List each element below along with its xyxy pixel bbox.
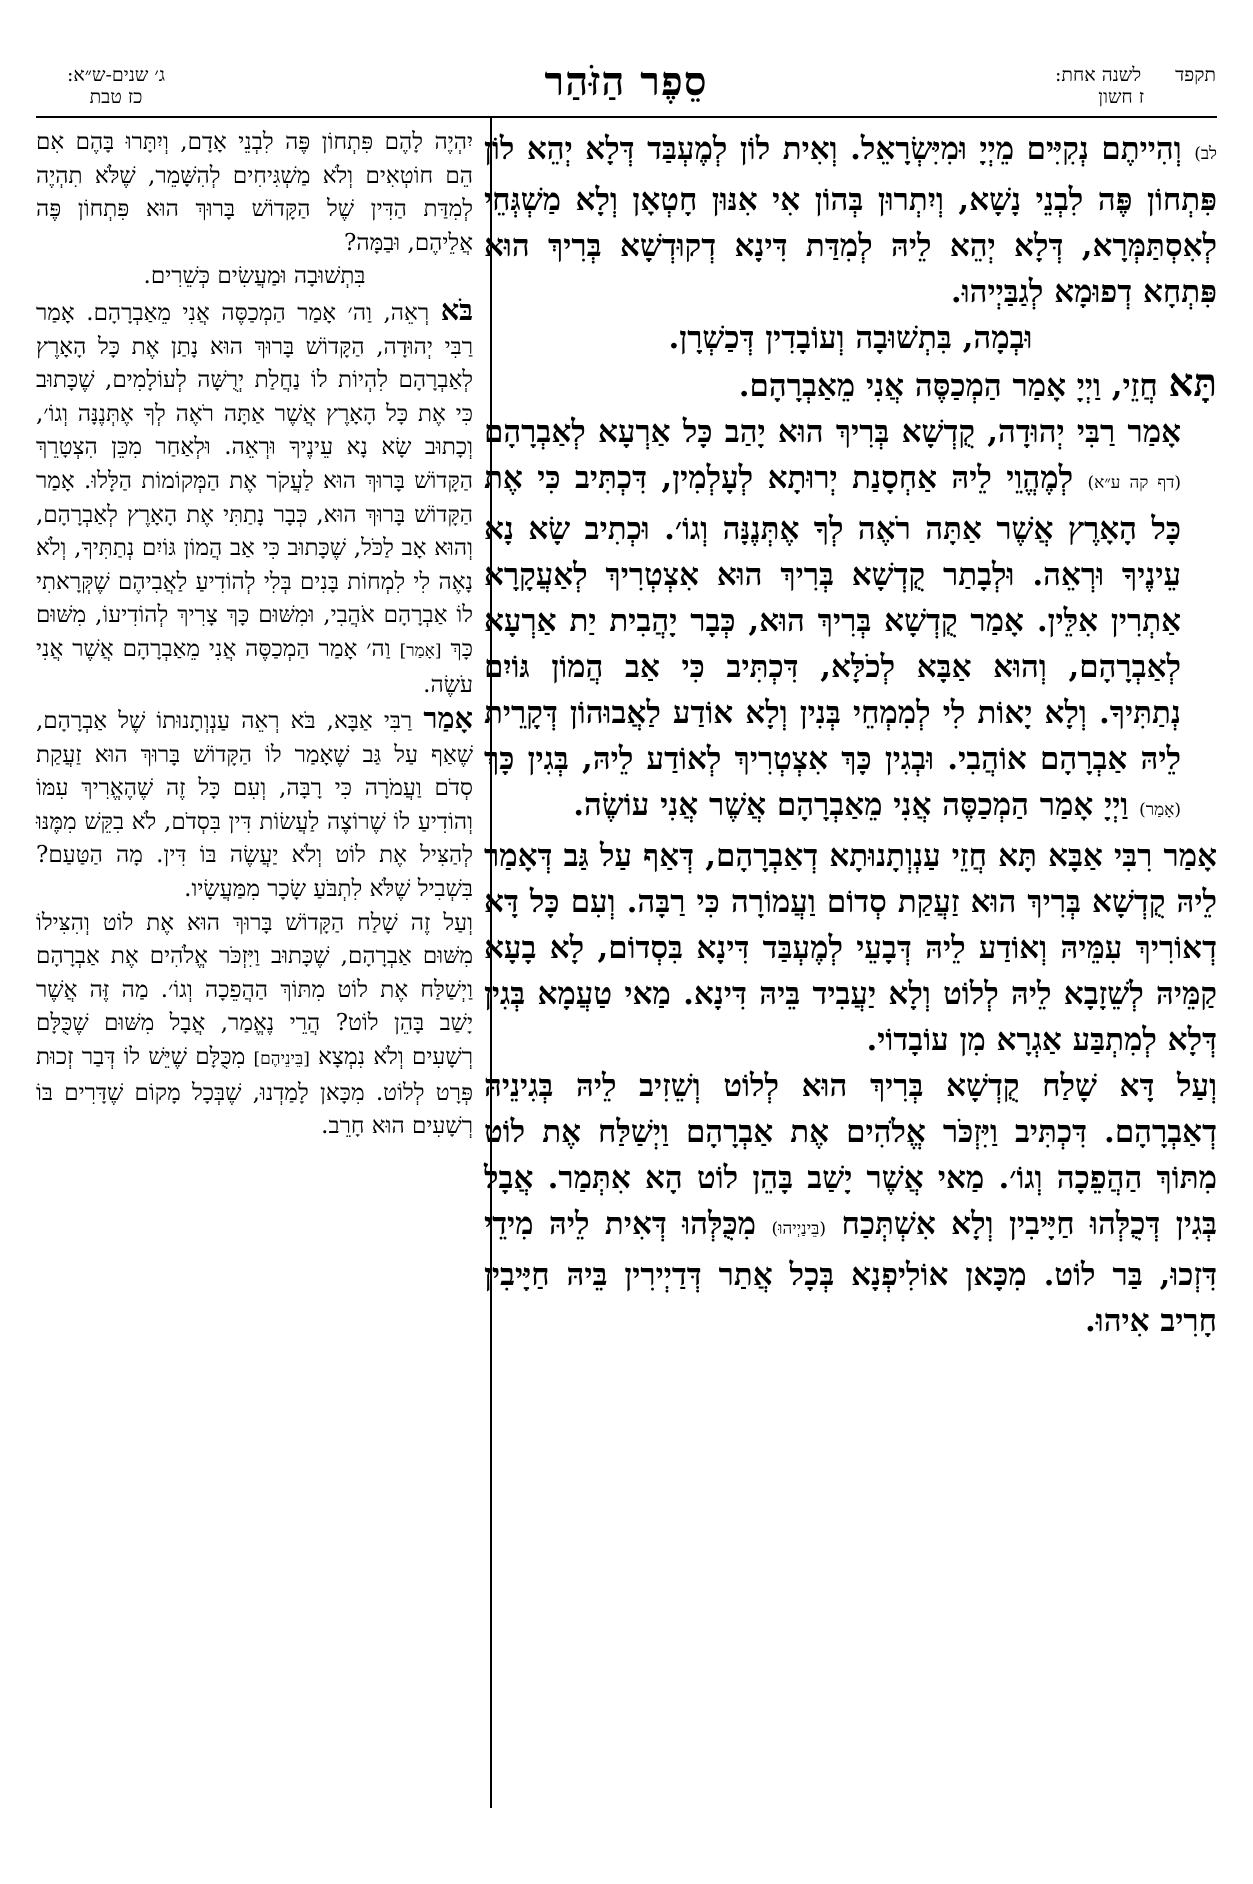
paragraph-6 [484,1063,1217,1344]
side-column-hebrew [36,126,473,1846]
paragraph-5: אָמַר רִבִּי אַבָּא תָּא חֲזֵי עַנְוְתָנוּתָא דְאַבְרָהָם, דְּאַף עַל גַּב דְּאָמַר לֵיהּ קֻדְשָׁא בְּרִיךְ הוּא זַעֲקַת סְדוֹם וַעֲמוֹרָה כִּי רַבָּה. וְעִם כָּל דָּא דְאוֹרִיךְ עִמֵּיהּ וְאוֹדַע לֵיהּ דְּבָעֵי לְמֶעְבַּד דִּינָא בִּסְדוֹם, לָא בָעָא קַמֵּיהּ לְשֵׁזָבָא לֵיהּ לְלוֹט וְלָא יַעֲבִיד בֵּיהּ דִּינָא. מַאי טַעֲמָא בְּגִין דְּלָא לְמִתְבַּע אַגְרָא מִן עוֹבָדוֹי. [484,838,1217,1058]
main-column-aramaic [484,126,1217,1846]
side-variant-reference: [אָמַר] [399,640,442,661]
page-title: סֵפֶר הַזֹּהַר [544,58,708,105]
variant-reference-2: (בֵּינַיְיהוּ) [771,1219,826,1239]
header-right-block [1055,64,1216,108]
paragraph-6-text-b: מִכֻּלְּהוּ דְּאִית לֵיהּ מִידֵי דִּזְכוּ, בַּר לוֹט. מִכָּאן אוֹלִיפְנָא בְּכָל אֲתַר דְּדַיְירִין בֵּיהּ חַיָּיבִין חָרִיב אִיהוּ. [484,1206,1217,1339]
paragraph-3-text: חֲזֵי, וַיְיָ אָמַר הַמְכַסֶּה אֲנִי מֵאַבְרָהָם. [738,368,1158,404]
side-paragraph-3 [36,294,473,702]
header-year: לשנה אחת: [1055,64,1142,86]
side-paragraph-5 [36,907,473,1144]
header-rule [36,116,1217,118]
header-cycle: ג׳ שנים-ש״א: [66,64,166,86]
side-paragraph-4-text: רַבִּי אַבָּא, בֹּא רְאֵה עַנְוְתָנוּתוֹ שֶׁל אַבְרָהָם, שֶׁאַף עַל גַּב שֶׁאָמַר לוֹ הַקָּדוֹשׁ בָּרוּךְ הוּא זַעֲקַת סְדֹם וַעֲמֹרָה כִּי רָבָּה, וְעִם כָּל זֶה שֶׁהֶאֱרִיךְ עִמּוֹ וְהוֹדִיעַ לוֹ שֶׁרוֹצֶה לַעֲשׂוֹת דִּין בִּסְדֹם, לֹא בִקֵּשׁ מִמֶּנּוּ לְהַצִּיל אֶת לוֹט וְלֹא יַעֲשֶׂה בּוֹ דִּין. מָה הַטַּעַם? בִּשְׁבִיל שֶׁלֹּא לִתְבֹּעַ שָׂכָר מִמַּעֲשָׂיו. [36,708,473,903]
side-lead-word-2: אָמַר [423,701,473,736]
header-date-right: ז חשון [1098,86,1144,108]
side-paragraph-3-text: רְאֵה, וַה׳ אָמַר הַמְכַסֶּה אֲנִי מֵאַבְרָהָם. אָמַר רַבִּי יְהוּדָה, הַקָּדוֹשׁ בָּרוּךְ הוּא נָתַן אֶת כָּל הָאָרֶץ לְאַבְרָהָם לִהְיוֹת לוֹ נַחֲלַת יְרֻשָּׁה לְעוֹלָמִים, שֶׁכָּתוּב כִּי אֶת כָּל הָאָרֶץ אֲשֶׁר אַתָּה רֹאֶה לְךָ אֶתְּנֶנָּה וְגוֹ׳, וְכָתוּב שָׂא נָא עֵינֶיךָ וּרְאֵה. וּלְאַחַר מִכֵּן הִצְטָרֵךְ הַקָּדוֹשׁ בָּרוּךְ הוּא לַעֲקֹר אֶת הַמְּקוֹמוֹת הַלָּלוּ. אָמַר הַקָּדוֹשׁ בָּרוּךְ הוּא, כְּבָר נָתַתִּי אֶת הָאָרֶץ לְאַבְרָהָם, וְהוּא אָב לַכֹּל, שֶׁכָּתוּב כִּי אַב הֲמוֹן גּוֹיִם נְתַתִּיךָ, וְלֹא נָאֶה לִי לִמְחוֹת בָּנִים בְּלִי לְהוֹדִיעַ לַאֲבִיהֶם שֶׁקְּרָאתִי לוֹ אַבְרָהָם אֹהֲבִי, וּמִשּׁוּם כָּךְ צָרִיךְ לְהוֹדִיעוֹ, מִשּׁוּם כָּךְ [36,299,474,662]
paragraph-1 [484,126,1217,315]
paragraph-4-text-a: אָמַר רַבִּי יְהוּדָה, קֻדְשָׁא בְּרִיךְ הוּא יָהַב כָּל אַרְעָא לְאַבְרָהָם [484,414,1181,450]
paragraph-marker: לב) [1194,144,1217,164]
paragraph-6-text-a: וְעַל דָּא שָׁלַח קֻדְשָׁא בְּרִיךְ הוּא לְלוֹט וְשֵׁזִיב לֵיהּ בְּגִינֵיהּ דְאַבְרָהָם. דִּכְתִּיב וַיִּזְכֹּר אֱלֹהִים אֶת אַבְרָהָם וַיְשַׁלַּח אֶת לוֹט מִתּוֹךְ הַהֲפֵכָה וְגוֹ׳. מַאי אֲשֶׁר יָשַׁב בָּהֵן לוֹט הָא אִתְּמַר. אֲבָל בְּגִין דְּכֻלְּהוּ חַיָּיבִין וְלָא אִשְׁתְּכַח [484,1068,1217,1242]
paragraph-4-text-c: וַיְיָ אָמַר הַמְכַסֶּה אֲנִי מֵאַבְרָהָם אֲשֶׁר אֲנִי עוֹשֶׂה. [573,787,1129,823]
header-left-block [36,64,196,108]
page-header [36,58,1216,116]
side-paragraph-1: יִהְיֶה לָהֶם פִּתְחוֹן פֶּה לִבְנֵי אָדָם, וְיִתָּרוּ בָּהֶם אִם הֵם חוֹטְאִים וְלֹא מַשְׁגִּיחִים לְהִשָּׁמֵר, שֶׁלֹּא תִהְיֶה לְמִדַּת הַדִּין שֶׁל הַקָּדוֹשׁ בָּרוּךְ הוּא פִּתְחוֹן פֶּה אֲלֵיהֶם, וּבַמָּה? [36,129,473,256]
paragraph-3 [484,361,1217,409]
side-variant-reference-2: [בֵּינֵיהֶם] [253,1049,310,1070]
page-reference: (דף קה ע״א) [1087,473,1181,493]
paragraph-1-text: וְהִייתֶם נְקִיִּים מֵיְיָ וּמִיִּשְׂרָאֵל. וְאִית לוֹן לְמֶעְבַּד דְּלָא יְהֵא לוֹן פִּתְחוֹן פֶּה לִבְנֵי נָשָׁא, וְיִתְרוּן בְּהוֹן אִי אִנּוּן חָטְאָן וְלָא מַשְׁגְּחֵי לְאִסְתַּמְּרָא, דְּלָא יְהֵא לֵיהּ לְמִדַּת דִּינָא דְקוּדְשָׁא בְּרִיךְ הוּא פִּתְחָא דְפוּמָא לְגַבַּיְיהוּ. [484,131,1217,310]
header-label: תקפד [1175,64,1216,86]
variant-reference: (אָמַר) [1139,800,1181,820]
side-paragraph-5-text-a: וְעַל זֶה שָׁלַח הַקָּדוֹשׁ בָּרוּךְ הוּא אֶת לוֹט וְהִצִּילוֹ מִשּׁוּם אַבְרָהָם, שֶׁכָּתוּב וַיִּזְכֹּר אֱלֹהִים אֶת אַבְרָהָם וַיְשַׁלַּח אֶת לוֹט מִתּוֹךְ הַהֲפֵכָה וְגוֹ׳. מַה זֶּה אֲשֶׁר יָשַׁב בָּהֵן לוֹט? הֲרֵי נֶאֱמַר, אֲבָל מִשּׁוּם שֶׁכֻּלָּם רְשָׁעִים וְלֹא נִמְצָא [36,909,474,1071]
paragraph-4-text-b: לְמֶהֱוֵי לֵיהּ אַחְסָנַת יְרוּתָא לְעָלְמִין, דִּכְתִּיב כִּי אֶת כָּל הָאָרֶץ אֲשֶׁר אַתָּה רֹאֶה לְךָ אֶתְּנֶנָּה וְגוֹ׳. וּכְתִיב שָׂא נָא עֵינֶיךָ וּרְאֵה. וּלְבָתַר קֻדְשָׁא בְּרִיךְ הוּא אִצְטְרִיךְ לְאַעֲקָרָא אַתְרִין אִלֵּין. אָמַר קֻדְשָׁא בְּרִיךְ הוּא, כְּבָר יָהֲבִית יַת אַרְעָא לְאַבְרָהָם, וְהוּא אַבָּא לְכֹלָּא, דִּכְתִּיב כִּי אַב הֲמוֹן גּוֹיִם נְתַתִּיךָ. וְלָא יָאוֹת לִי לְמִמְחֵי בְּנִין וְלָא אוֹדַע לַאֲבוּהוֹן דְּקָרֵית לֵיהּ אַבְרָהָם אוֹהֲבִי. וּבְגִין כָּךְ אִצְטְרִיךְ לְאוֹדַע לֵיהּ, בְּגִין כָּךְ [484,460,1181,777]
side-paragraph-3-text-b: וַה׳ אָמַר הַמְכַסֶּה אֲנִי מֵאַבְרָהָם אֲשֶׁר אֲנִי עֹשֶׂה. [36,635,473,698]
side-paragraph-5-text-b: מִכֻּלָּם שֶׁיֵּשׁ לוֹ דְּבַר זְכוּת פְּרָט לְלוֹט. מִכָּאן לָמַדְנוּ, שֶׁבְּכָל מָקוֹם שֶׁדָּרִים בּוֹ רְשָׁעִים הוּא חָרֵב. [36,1044,473,1140]
paragraph-2: וּבְמָה, בִּתְשׁוּבָה וְעוֹבָדִין דְּכַשְׁרָן. [668,320,1033,356]
lead-word: תָּא [1168,361,1217,406]
side-lead-word: בֹּא [440,292,474,327]
side-paragraph-4 [36,702,473,907]
paragraph-4 [484,409,1217,833]
header-date-left: כז טבת [89,86,143,108]
side-paragraph-2: בִּתְשׁוּבָה וּמַעֲשִׂים כְּשֵׁרִים. [143,263,366,290]
